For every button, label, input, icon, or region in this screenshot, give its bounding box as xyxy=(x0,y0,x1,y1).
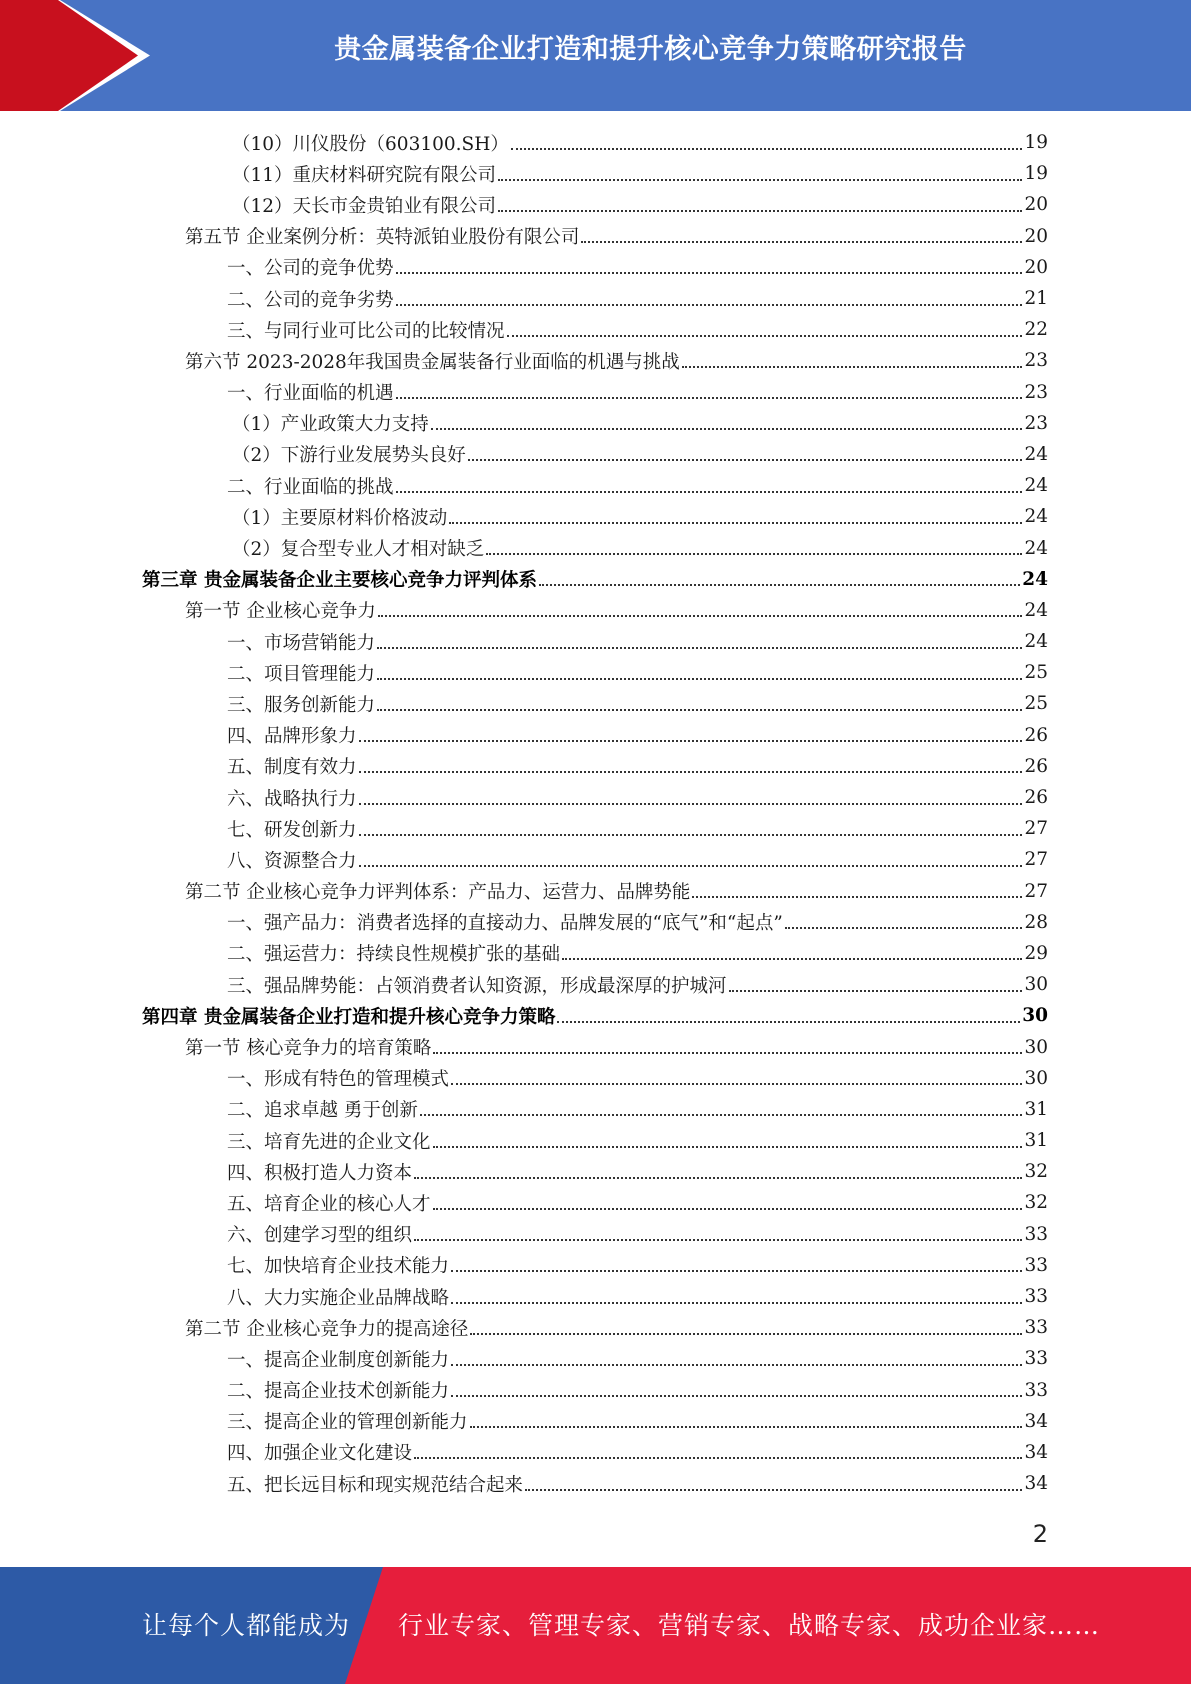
toc-entry-page: 31 xyxy=(1024,1098,1048,1120)
toc-entry-title: 三、培育先进的企业文化 xyxy=(227,1131,431,1153)
toc-entry-title: 一、提高企业制度创新能力 xyxy=(227,1349,450,1371)
toc-subsection-entry[interactable] xyxy=(0,657,1191,688)
toc-chapter-entry[interactable] xyxy=(0,564,1191,595)
toc-subsection-entry[interactable] xyxy=(0,1125,1191,1156)
toc-subsection-entry[interactable] xyxy=(0,1156,1191,1187)
toc-entry-title: 四、积极打造人力资本 xyxy=(227,1162,413,1184)
toc-entry-title: 第二节 企业核心竞争力评判体系：产品力、运营力、品牌势能 xyxy=(185,882,691,904)
toc-entry-title: 三、强品牌势能：占领消费者认知资源，形成最深厚的护城河 xyxy=(227,975,727,997)
toc-section-entry[interactable] xyxy=(0,1031,1191,1062)
toc-entry-title: 二、项目管理能力 xyxy=(227,663,376,685)
toc-entry-title: （2）复合型专业人才相对缺乏 xyxy=(232,539,485,561)
toc-entry-title: 二、公司的竞争劣势 xyxy=(227,289,394,311)
toc-entry-title: 第一节 企业核心竞争力 xyxy=(185,601,376,623)
dot-leader xyxy=(359,834,1023,836)
dot-leader xyxy=(414,1239,1022,1241)
toc-subsection-entry[interactable] xyxy=(0,501,1191,532)
toc-entry-page: 26 xyxy=(1024,724,1048,746)
toc-subsection-entry[interactable] xyxy=(0,158,1191,189)
toc-subsection-entry[interactable] xyxy=(0,1219,1191,1250)
toc-entry-page: 27 xyxy=(1024,849,1048,871)
dot-leader xyxy=(451,1364,1022,1366)
toc-entry-title: 六、战略执行力 xyxy=(227,788,357,810)
toc-subsection-entry[interactable] xyxy=(0,1094,1191,1125)
dot-leader xyxy=(729,990,1023,992)
toc-entry-title: 一、行业面临的机遇 xyxy=(227,383,394,405)
toc-subsection-entry[interactable] xyxy=(0,1375,1191,1406)
toc-entry-page: 33 xyxy=(1024,1254,1048,1276)
dot-leader xyxy=(359,803,1023,805)
table-of-contents xyxy=(0,127,1191,1499)
dot-leader xyxy=(377,709,1022,711)
toc-subsection-entry[interactable] xyxy=(0,1437,1191,1468)
toc-entry-title: 二、提高企业技术创新能力 xyxy=(227,1381,450,1403)
toc-entry-title: 五、把长远目标和现实规范结合起来 xyxy=(227,1474,524,1496)
toc-entry-page: 34 xyxy=(1024,1473,1048,1495)
toc-entry-title: 八、大力实施企业品牌战略 xyxy=(227,1287,450,1309)
toc-entry-page: 20 xyxy=(1024,194,1048,216)
toc-section-entry[interactable] xyxy=(0,221,1191,252)
toc-subsection-entry[interactable] xyxy=(0,720,1191,751)
toc-entry-page: 30 xyxy=(1024,1067,1048,1089)
toc-entry-title: 五、培育企业的核心人才 xyxy=(227,1193,431,1215)
toc-subsection-entry[interactable] xyxy=(0,252,1191,283)
toc-entry-page: 34 xyxy=(1024,1441,1048,1463)
toc-entry-page: 23 xyxy=(1024,381,1048,403)
toc-entry-title: 三、服务创新能力 xyxy=(227,694,376,716)
toc-subsection-entry[interactable] xyxy=(0,1406,1191,1437)
toc-subsection-entry[interactable] xyxy=(0,127,1191,158)
toc-entry-page: 26 xyxy=(1024,755,1048,777)
toc-entry-title: 第二节 企业核心竞争力的提高途径 xyxy=(185,1318,469,1340)
toc-subsection-entry[interactable] xyxy=(0,189,1191,220)
toc-entry-page: 30 xyxy=(1022,1005,1048,1027)
dot-leader xyxy=(377,647,1022,649)
toc-subsection-entry[interactable] xyxy=(0,1468,1191,1499)
dot-leader xyxy=(378,615,1023,617)
toc-entry-title: 七、加快培育企业技术能力 xyxy=(227,1256,450,1278)
toc-entry-page: 23 xyxy=(1024,412,1048,434)
toc-entry-page: 19 xyxy=(1024,163,1048,185)
footer-slogan-left: 让每个人都能成为 xyxy=(142,1611,351,1640)
toc-entry-page: 20 xyxy=(1024,256,1048,278)
footer-banner xyxy=(0,1567,1191,1684)
toc-subsection-entry[interactable] xyxy=(0,626,1191,657)
toc-section-entry[interactable] xyxy=(0,1312,1191,1343)
toc-entry-title: （11）重庆材料研究院有限公司 xyxy=(232,164,497,186)
dot-leader xyxy=(539,584,1020,586)
dot-leader xyxy=(433,1208,1023,1210)
document-title: 贵金属装备企业打造和提升核心竞争力策略研究报告 xyxy=(334,34,967,65)
toc-entry-title: 二、追求卓越 勇于创新 xyxy=(227,1100,418,1122)
toc-subsection-entry[interactable] xyxy=(0,844,1191,875)
toc-subsection-entry[interactable] xyxy=(0,751,1191,782)
dot-leader xyxy=(359,865,1023,867)
toc-entry-title: 三、与同行业可比公司的比较情况 xyxy=(227,320,505,342)
dot-leader xyxy=(420,1114,1023,1116)
footer-slogan-right: 行业专家、管理专家、营销专家、战略专家、成功企业家…… xyxy=(398,1611,1101,1640)
toc-entry-title: 第六节 2023-2028年我国贵金属装备行业面临的机遇与挑战 xyxy=(185,351,680,373)
toc-entry-page: 24 xyxy=(1024,475,1048,497)
toc-subsection-entry[interactable] xyxy=(0,1343,1191,1374)
toc-subsection-entry[interactable] xyxy=(0,1187,1191,1218)
dot-leader xyxy=(414,1457,1022,1459)
toc-entry-title: 四、加强企业文化建设 xyxy=(227,1443,413,1465)
toc-entry-page: 28 xyxy=(1024,911,1048,933)
dot-leader xyxy=(562,958,1022,960)
dot-leader xyxy=(449,522,1022,524)
dot-leader xyxy=(451,1302,1022,1304)
toc-subsection-entry[interactable] xyxy=(0,688,1191,719)
dot-leader xyxy=(396,491,1023,493)
toc-entry-title: 二、强运营力：持续良性规模扩张的基础 xyxy=(227,944,561,966)
toc-entry-title: 一、形成有特色的管理模式 xyxy=(227,1069,450,1091)
toc-entry-title: 六、创建学习型的组织 xyxy=(227,1225,413,1247)
toc-entry-title: 三、提高企业的管理创新能力 xyxy=(227,1412,468,1434)
toc-subsection-entry[interactable] xyxy=(0,283,1191,314)
toc-entry-page: 33 xyxy=(1024,1348,1048,1370)
toc-subsection-entry[interactable] xyxy=(0,439,1191,470)
toc-entry-page: 30 xyxy=(1024,974,1048,996)
toc-entry-page: 31 xyxy=(1024,1130,1048,1152)
dot-leader xyxy=(498,210,1022,212)
toc-entry-page: 34 xyxy=(1024,1410,1048,1432)
dot-leader xyxy=(511,148,1023,150)
toc-entry-title: 五、制度有效力 xyxy=(227,757,357,779)
dot-leader xyxy=(525,1489,1022,1491)
toc-entry-title: 一、公司的竞争优势 xyxy=(227,258,394,280)
toc-entry-title: 第四章 贵金属装备企业打造和提升核心竞争力策略 xyxy=(142,1006,556,1028)
toc-subsection-entry[interactable] xyxy=(0,782,1191,813)
toc-entry-page: 33 xyxy=(1024,1223,1048,1245)
toc-entry-title: 一、强产品力：消费者选择的直接动力、品牌发展的“底气”和“起点” xyxy=(227,913,783,935)
toc-subsection-entry[interactable] xyxy=(0,813,1191,844)
dot-leader xyxy=(451,1083,1022,1085)
toc-entry-page: 21 xyxy=(1024,288,1048,310)
header-banner xyxy=(0,0,1191,111)
toc-entry-page: 24 xyxy=(1024,506,1048,528)
toc-entry-title: 第三章 贵金属装备企业主要核心竞争力评判体系 xyxy=(142,570,537,592)
toc-entry-page: 24 xyxy=(1024,537,1048,559)
chevron-logo-icon xyxy=(0,0,160,111)
dot-leader xyxy=(682,366,1023,368)
toc-subsection-entry[interactable] xyxy=(0,907,1191,938)
toc-entry-page: 26 xyxy=(1024,787,1048,809)
dot-leader xyxy=(433,1146,1023,1148)
toc-entry-page: 20 xyxy=(1024,225,1048,247)
toc-entry-title: 八、资源整合力 xyxy=(227,850,357,872)
toc-entry-page: 23 xyxy=(1024,350,1048,372)
toc-subsection-entry[interactable] xyxy=(0,532,1191,563)
dot-leader xyxy=(451,1395,1022,1397)
toc-entry-title: （1）主要原材料价格波动 xyxy=(232,507,448,529)
toc-subsection-entry[interactable] xyxy=(0,1063,1191,1094)
dot-leader xyxy=(468,459,1023,461)
toc-entry-title: 一、市场营销能力 xyxy=(227,632,376,654)
dot-leader xyxy=(470,1333,1022,1335)
toc-entry-page: 25 xyxy=(1024,662,1048,684)
toc-subsection-entry[interactable] xyxy=(0,1281,1191,1312)
dot-leader xyxy=(692,896,1022,898)
toc-chapter-entry[interactable] xyxy=(0,1000,1191,1031)
toc-entry-title: 二、行业面临的挑战 xyxy=(227,476,394,498)
dot-leader xyxy=(396,397,1023,399)
toc-subsection-entry[interactable] xyxy=(0,1250,1191,1281)
toc-subsection-entry[interactable] xyxy=(0,969,1191,1000)
dot-leader xyxy=(377,678,1022,680)
toc-entry-title: 第一节 核心竞争力的培育策略 xyxy=(185,1038,432,1060)
toc-entry-page: 24 xyxy=(1024,599,1048,621)
dot-leader xyxy=(396,272,1023,274)
toc-entry-title: （10）川仪股份（603100.SH） xyxy=(232,133,509,155)
toc-subsection-entry[interactable] xyxy=(0,938,1191,969)
toc-section-entry[interactable] xyxy=(0,876,1191,907)
toc-entry-title: 四、品牌形象力 xyxy=(227,726,357,748)
toc-entry-page: 24 xyxy=(1024,443,1048,465)
toc-entry-title: 第五节 企业案例分析：英特派铂业股份有限公司 xyxy=(185,227,580,249)
toc-section-entry[interactable] xyxy=(0,345,1191,376)
toc-entry-page: 32 xyxy=(1024,1192,1048,1214)
toc-entry-page: 32 xyxy=(1024,1161,1048,1183)
toc-entry-page: 33 xyxy=(1024,1379,1048,1401)
dot-leader xyxy=(470,1426,1023,1428)
dot-leader xyxy=(451,1270,1022,1272)
toc-section-entry[interactable] xyxy=(0,595,1191,626)
toc-entry-page: 24 xyxy=(1022,568,1048,590)
toc-subsection-entry[interactable] xyxy=(0,408,1191,439)
dot-leader xyxy=(785,927,1023,929)
dot-leader xyxy=(359,740,1023,742)
dot-leader xyxy=(433,1052,1022,1054)
dot-leader xyxy=(581,241,1022,243)
toc-entry-page: 27 xyxy=(1024,880,1048,902)
toc-entry-page: 29 xyxy=(1024,942,1048,964)
toc-entry-title: （1）产业政策大力支持 xyxy=(232,414,429,436)
toc-entry-title: （12）天长市金贵铂业有限公司 xyxy=(232,195,497,217)
dot-leader xyxy=(486,553,1022,555)
toc-entry-title: 七、研发创新力 xyxy=(227,819,357,841)
toc-entry-page: 30 xyxy=(1024,1036,1048,1058)
toc-entry-page: 27 xyxy=(1024,818,1048,840)
toc-entry-page: 25 xyxy=(1024,693,1048,715)
toc-entry-page: 24 xyxy=(1024,631,1048,653)
toc-subsection-entry[interactable] xyxy=(0,314,1191,345)
page-number: 2 xyxy=(1032,1520,1048,1548)
toc-subsection-entry[interactable] xyxy=(0,377,1191,408)
dot-leader xyxy=(431,428,1023,430)
toc-subsection-entry[interactable] xyxy=(0,470,1191,501)
toc-entry-page: 33 xyxy=(1024,1317,1048,1339)
dot-leader xyxy=(557,1021,1020,1023)
toc-entry-page: 33 xyxy=(1024,1286,1048,1308)
toc-entry-title: （2）下游行业发展势头良好 xyxy=(232,445,466,467)
toc-entry-page: 19 xyxy=(1024,132,1048,154)
dot-leader xyxy=(414,1177,1022,1179)
dot-leader xyxy=(359,771,1023,773)
dot-leader xyxy=(498,179,1022,181)
dot-leader xyxy=(396,304,1023,306)
dot-leader xyxy=(507,335,1023,337)
toc-entry-page: 22 xyxy=(1024,319,1048,341)
